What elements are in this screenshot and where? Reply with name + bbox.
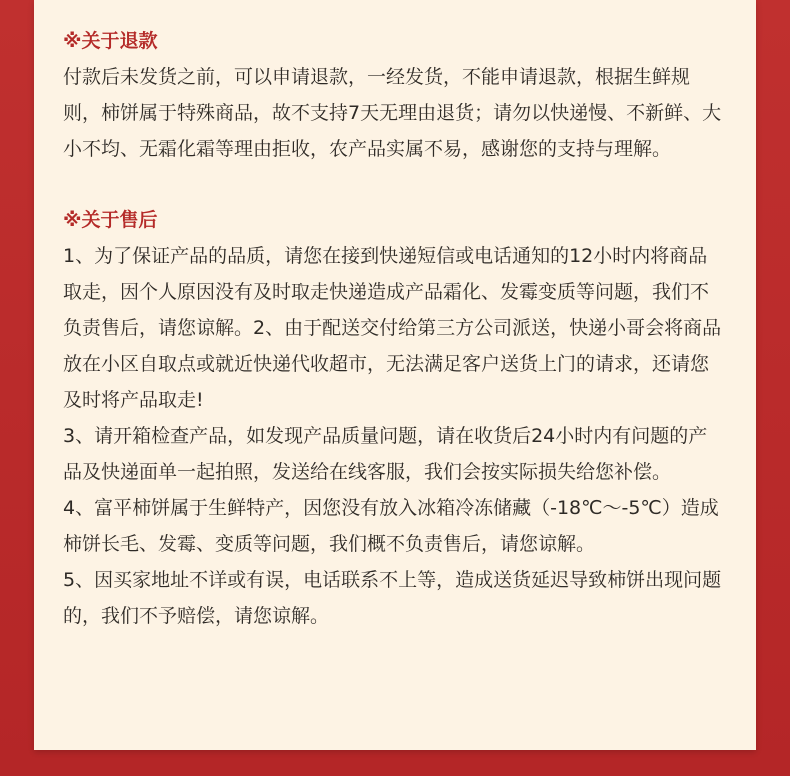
after-sales-item-3: 3、请开箱检查产品，如发现产品质量问题，请在收货后24小时内有问题的产品及快递面单一起拍照，发送给在线客服，我们会按实际损失给您补偿。 (63, 425, 708, 483)
refund-policy-text: 付款后未发货之前，可以申请退款，一经发货，不能申请退款，根据生鲜规则，柿饼属于特殊商品，故不支持7天无理由退货；请勿以快递慢、不新鲜、大小不均、无霜化霜等理由拒收，农产品实属不易，感谢您的支持与理解。 (63, 66, 722, 160)
after-sales-item-4: 4、富平柿饼属于生鲜特产，因您没有放入冰箱冷冻储藏（-18℃〜-5℃）造成柿饼长毛、发霉、变质等问题，我们概不负责售后，请您谅解。 (63, 497, 719, 555)
section-spacer (63, 167, 728, 203)
refund-section-title: ※关于退款 (63, 30, 158, 52)
after-sales-item-5: 5、因买家地址不详或有误，电话联系不上等，造成送货延迟导致柿饼出现问题的，我们不予赔偿，请您谅解。 (63, 569, 722, 627)
policy-panel (34, 0, 756, 750)
after-sales-section-title: ※关于售后 (63, 209, 158, 231)
after-sales-item-1-2: 1、为了保证产品的品质，请您在接到快递短信或电话通知的12小时内将商品取走，因个人原因没有及时取走快递造成产品霜化、发霉变质等问题，我们不负责售后，请您谅解。2、由于配送交付给第三方公司派送，快递小哥会将商品放在小区自取点或就近快递代收超市，无法满足客户送货上门的请求，还请您及时将产品取走! (63, 245, 722, 411)
